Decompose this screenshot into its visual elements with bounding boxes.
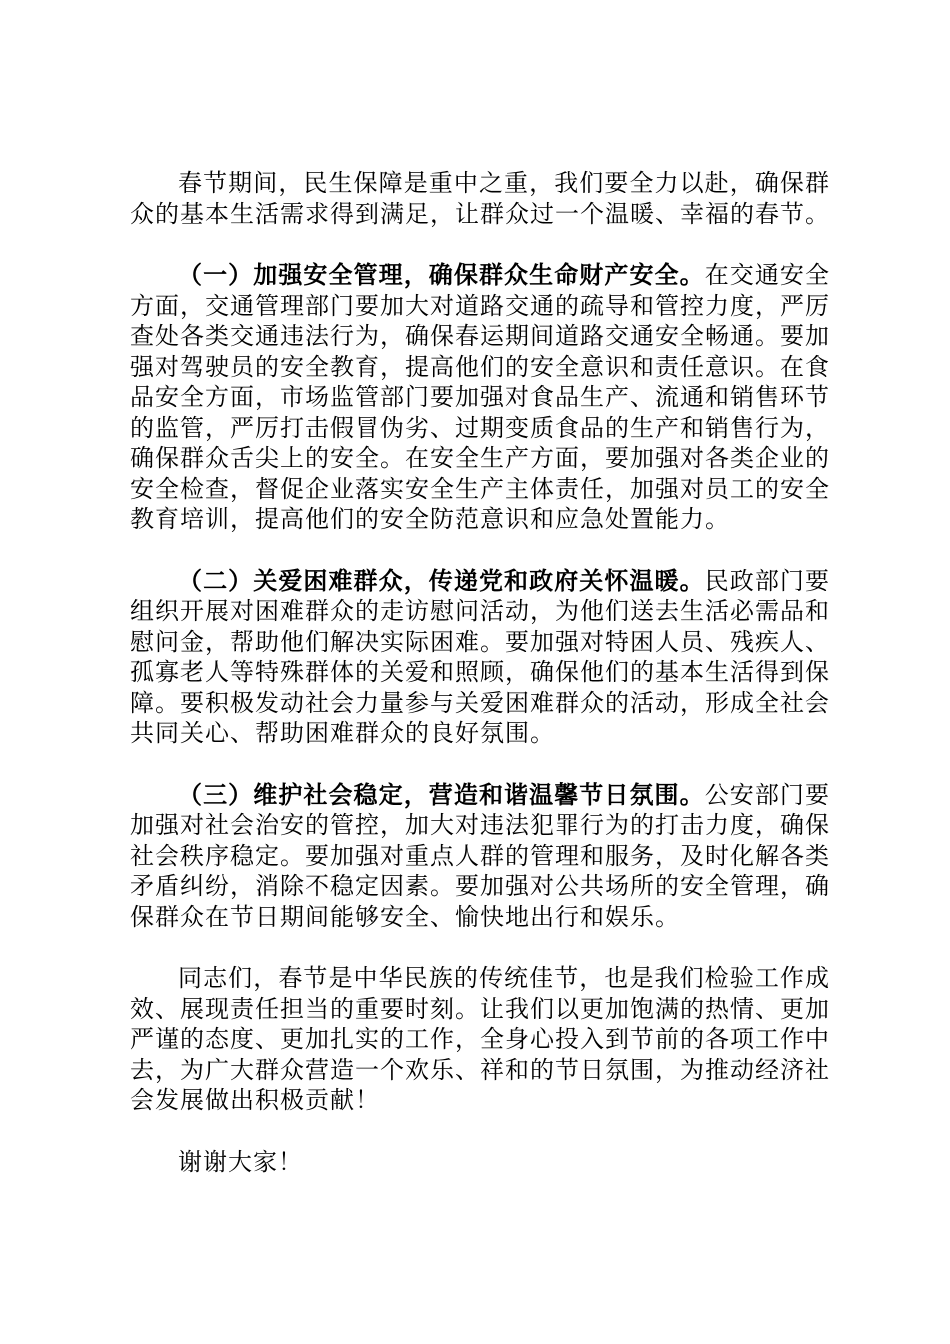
section-1-heading: （一）加强安全管理，确保群众生命财产安全。 [178,260,705,289]
document-page [130,168,830,1208]
section-2-paragraph [130,566,830,749]
section-3-heading: （三）维护社会稳定，营造和谐温馨节日氛围。 [178,779,705,809]
thanks-paragraph: 谢谢大家！ [178,1147,303,1176]
section-2-heading: （二）关爱困难群众，传递党和政府关怀温暖。 [178,565,705,595]
intro-paragraph: 春节期间，民生保障是重中之重，我们要全力以赴，确保群众的基本生活需求得到满足，让群众过一个温暖、幸福的春节。 [130,169,830,228]
section-1-paragraph [130,260,830,535]
section-3-paragraph [130,780,830,933]
closing-paragraph: 同志们，春节是中华民族的传统佳节，也是我们检验工作成效、展现责任担当的重要时刻。让我们以更加饱满的热情、更加严谨的态度、更加扎实的工作，全身心投入到节前的各项工作中去，为广大群众营造一个欢乐、祥和的节日氛围，为推动经济社会发展做出积极贡献！ [130,964,830,1114]
section-1-body: 在交通安全方面，交通管理部门要加大对道路交通的疏导和管控力度，严厉查处各类交通违法行为，确保春运期间道路交通安全畅通。要加强对驾驶员的安全教育，提高他们的安全意识和责任意识。在食品安全方面，市场监管部门要加强对食品生产、流通和销售环节的监管，严厉打击假冒伪劣、过期变质食品的生产和销售行为，确保群众舌尖上的安全。在安全生产方面，要加强对各类企业的安全检查，督促企业落实安全生产主体责任，加强对员工的安全教育培训，提高他们的安全防范意识和应急处置能力。 [130,261,831,533]
section-3-body: 公安部门要加强对社会治安的管控，加大对违法犯罪行为的打击力度，确保社会秩序稳定。要加强对重点人群的管理和服务，及时化解各类矛盾纠纷，消除不稳定因素。要加强对公共场所的安全管理，确保群众在节日期间能够安全、愉快地出行和娱乐。 [130,780,831,931]
section-2-body: 民政部门要组织开展对困难群众的走访慰问活动，为他们送去生活必需品和慰问金，帮助他们解决实际困难。要加强对特困人员、残疾人、孤寡老人等特殊群体的关爱和照顾，确保他们的基本生活得到保障。要积极发动社会力量参与关爱困难群众的活动，形成全社会共同关心、帮助困难群众的良好氛围。 [130,566,831,747]
